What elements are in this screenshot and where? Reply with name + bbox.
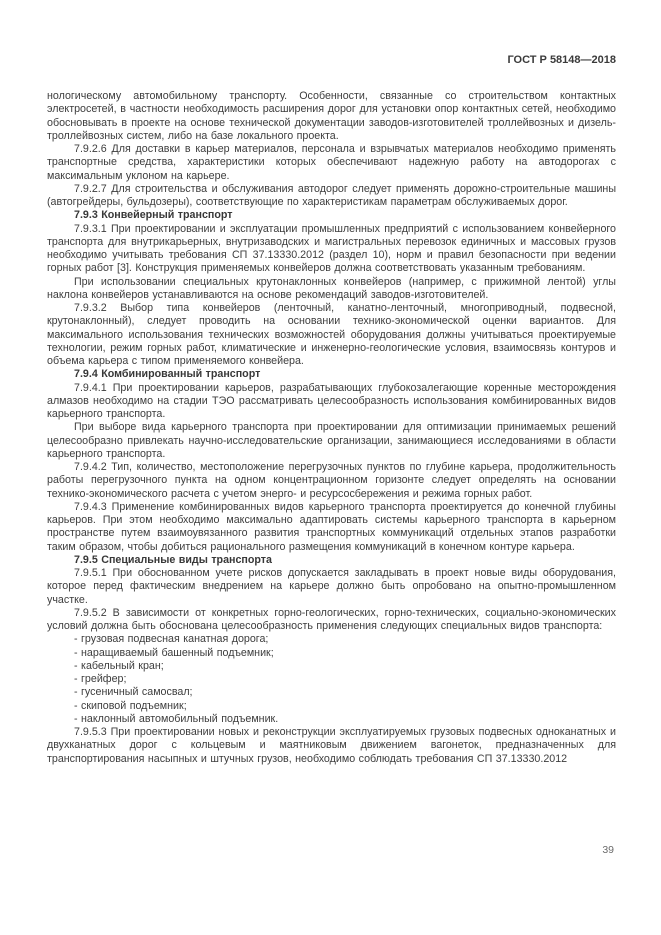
paragraph: При использовании специальных крутонаклонных конвейеров (например, с прижимной лентой) углы наклона конвейеров устанавливаются на основе рекомендаций заводов-изготовителей. [47,275,616,301]
paragraph: 7.9.5.1 При обоснованном учете рисков допускается закладывать в проект новые виды оборудования, которое перед фактическим внедрением на карьере должно быть опробовано на опытно-промышленном участке. [47,567,616,606]
page-footer [47,844,614,856]
page-number: 39 [602,844,614,856]
section-heading: 7.9.4 Комбинированный транспорт [74,368,261,381]
paragraph: 7.9.2.7 Для строительства и обслуживания автодорог следует применять дорожно-строительные машины (автогрейдеры, бульдозеры), соответствующие по характеристикам параметрам обслуживаемых дорог. [47,182,616,208]
list-item: - скиповой подъемник; [74,699,187,712]
section-heading: 7.9.5 Специальные виды транспорта [74,553,272,566]
paragraph: 7.9.2.6 Для доставки в карьер материалов, персонала и взрывчатых материалов необходимо применять транспортные средства, характеристики которых обеспечивают надежную работу на автодорогах с максимальным уклоном на карьере. [47,143,616,182]
section-heading: 7.9.3 Конвейерный транспорт [74,209,233,222]
paragraph: При выборе вида карьерного транспорта при проектировании для оптимизации принимаемых решений целесообразно привлекать научно-исследовательские организации, занимающиеся исследованиями в области карьерного транспорта. [47,421,616,460]
list-item: - кабельный кран; [74,659,164,672]
paragraph: 7.9.5.3 При проектировании новых и реконструкции эксплуатируемых грузовых подвесных одноканатных и двухканатных дорог с кольцевым и маятниковым движением вагонеток, предназначенных для транспортирования насыпных и штучных грузов, необходимо соблюдать требования СП 37.13330.2012 [47,726,616,765]
paragraph: 7.9.4.3 Применение комбинированных видов карьерного транспорта проектируется до конечной глубины карьеров. При этом необходимо максимально адаптировать системы карьерного транспорта в карьерном пространстве путем взаимоувязанного развития транспортных коммуникаций отдельных этапов разработки таким образом, чтобы добиться рационального размещения коммуникаций в конечном контуре карьера. [47,500,616,553]
paragraph: 7.9.5.2 В зависимости от конкретных горно-геологических, горно-технических, социально-экономических условий должна быть обоснована целесообразность применения следующих специальных видов транспорта: [47,606,616,632]
list-item: - гусеничный самосвал; [74,686,193,699]
list-item: - грузовая подвесная канатная дорога; [74,633,269,646]
paragraph: нологическому автомобильному транспорту. Особенности, связанные со строительством контактных электросетей, в частности необходимость расширения дорог для установки опор контактных сетей, необходимо обосновывать в проекте на основе технической документации заводов-изготовителей троллейвозных и дизель-троллейвозных систем, либо на базе локального проекта. [47,90,616,142]
paragraph: 7.9.3.1 При проектировании и эксплуатации промышленных предприятий с использованием конвейерного транспорта для внутрикарьерных, внутризаводских и магистральных перевозок единичных и массовых грузов необходимо учитывать требования СП 37.13330.2012 (раздел 10), норм и правил безопасности при ведении горных работ [3]. Конструкция применяемых конвейеров должна соответствовать указанным требованиям. [47,222,616,275]
document-body [47,90,616,766]
document-header [47,54,616,66]
list-item: - наращиваемый башенный подъемник; [74,646,274,659]
list-item: - грейфер; [74,673,127,685]
list-item: - наклонный автомобильный подъемник. [74,712,279,725]
paragraph: 7.9.4.2 Тип, количество, местоположение перегрузочных пунктов по глубине карьера, продолжительность работы перегрузочного пункта на одном концентрационном горизонте следует определять на основании технико-экономического расчета с учетом энерго- и ресурсосбережения и режима горных работ. [47,461,616,500]
paragraph: 7.9.3.2 Выбор типа конвейеров (ленточный, канатно-ленточный, многоприводный, подвесной, крутонаклонный), следует проводить на основании технико-экономической оценки вариантов. Для максимального использования технических возможностей оборудования должны учитываться проектируемые технологии, режим горных работ, климатические и инженерно-геологические условия, взаимосвязь контуров и объема карьера с типом применяемого конвейера. [47,302,616,367]
standard-number: ГОСТ Р 58148—2018 [507,54,616,66]
paragraph: 7.9.4.1 При проектировании карьеров, разрабатывающих глубокозалегающие коренные месторождения алмазов необходимо на стадии ТЭО рассматривать целесообразность использования комбинированных видов карьерного транспорта. [47,381,616,420]
